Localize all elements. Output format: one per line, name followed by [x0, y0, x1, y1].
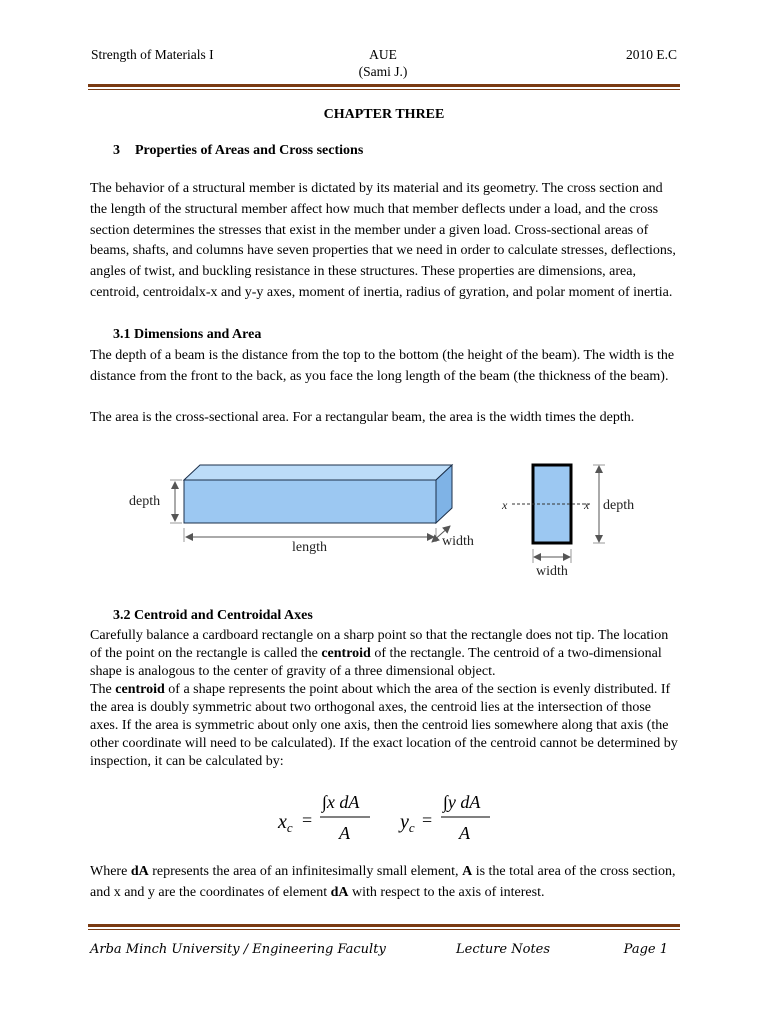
closing-bold-1: dA: [130, 864, 149, 879]
centroid-paragraph-2: [90, 681, 680, 771]
footer-page-number: Page 1: [623, 942, 668, 957]
beam-width-label: width: [442, 534, 474, 549]
beam-front-face: [184, 480, 436, 523]
chapter-title: CHAPTER THREE: [323, 107, 445, 122]
beam-top-face: [184, 465, 452, 480]
closing-bold-3: dA: [330, 884, 349, 900]
centroid-p1-text-c: of the rectangle. The centroid of a two-dimensional shape is analogous to the center of gravity of a three dimensional object.: [90, 646, 662, 679]
header-institution-block: [330, 46, 436, 80]
xc-lhs: $x_c$: [278, 811, 293, 835]
closing-text-4: with respect to the axis of interest.: [348, 884, 545, 900]
closing-bold-2: A: [462, 864, 473, 879]
centroid-paragraph: [90, 627, 680, 771]
equation-yc: [398, 792, 490, 843]
xc-numerator: ∫x dA: [322, 792, 360, 812]
subsection-title-centroid: 3.2 Centroid and Centroidal Axes: [113, 608, 313, 623]
closing-text-1: Where: [90, 864, 131, 879]
yc-denominator: A: [459, 823, 470, 843]
section-title-text: Properties of Areas and Cross sections: [135, 143, 364, 158]
section-title: [113, 143, 363, 159]
footer-rule-thin: [88, 929, 680, 930]
footer-lecture-notes: Lecture Notes: [456, 942, 551, 957]
header-rule: [88, 84, 680, 87]
closing-text-3: is the total area of the cross section, and x and y are the coordinates of element: [90, 864, 676, 900]
xc-denominator: A: [339, 823, 350, 843]
centroid-paragraph-1: [90, 627, 680, 681]
yc-numerator: ∫y dA: [443, 792, 481, 812]
beam-length-label: length: [292, 540, 327, 555]
axis-label-left: x: [502, 498, 508, 512]
centroid-p1-bold: centroid: [321, 646, 371, 661]
footer-rule: [88, 924, 680, 927]
centroid-p2-text-a: The: [90, 682, 116, 697]
yc-lhs: $y_c$: [400, 811, 415, 835]
yc-equals: =: [422, 810, 433, 830]
header-rule-thin: [88, 89, 680, 90]
centroid-equations: [270, 784, 510, 848]
section-number: 3: [113, 143, 120, 158]
header-institution: AUE: [369, 47, 397, 62]
dimensions-paragraph: The depth of a beam is the distance from the top to the bottom (the height of the beam). The width is the distance from the front to the back, as you face the long length of the beam (the thickness of the beam).: [90, 348, 675, 384]
axis-label-right: x: [584, 498, 590, 512]
area-paragraph: The area is the cross-sectional area. For a rectangular beam, the area is the width times the depth.: [90, 410, 635, 425]
xc-equals: =: [302, 810, 313, 830]
beam-3d: [184, 465, 452, 523]
section-width-label: width: [536, 564, 568, 579]
subsection-title-dimensions: 3.1 Dimensions and Area: [113, 327, 262, 342]
cross-section: [512, 465, 590, 543]
header-course: Strength of Materials I: [91, 47, 214, 62]
closing-paragraph: [90, 862, 680, 904]
header-year: 2010 E.C: [625, 47, 677, 62]
beam-figure: [120, 456, 640, 582]
intro-paragraph: The behavior of a structural member is dictated by its material and its geometry. The cross section and the length of the structural member affect how much that member deflects under a load, and the cross section determines the stresses that exist in the member under a given load. Cross-sectional areas of beams, shafts, and columns have seven properties that we need in order to calculate stresses, deflections, angles of twist, and buckling resistance in these structures. These properties are dimensions, area, centroid, centroidalx-x and y-y axes, moment of inertia, radius of gyration, and polar moment of inertia.: [90, 181, 676, 300]
section-depth-label: depth: [603, 498, 635, 513]
centroid-p1-text-a: Carefully balance a cardboard rectangle on a sharp point so that the rectangle does not tip. The location of the point on the rectangle is called the: [90, 628, 669, 661]
beam-depth-label: depth: [129, 494, 161, 509]
closing-text-2: represents the area of an infinitesimally small element,: [148, 864, 463, 879]
centroid-p2-bold: centroid: [115, 682, 165, 697]
footer-university: Arba Minch University / Engineering Faculty: [90, 942, 386, 957]
header-author: (Sami J.): [358, 64, 408, 79]
equation-xc: [277, 792, 370, 843]
centroid-p2-text-c: of a shape represents the point about which the area of the section is evenly distributed. If the area is doubly symmetric about two orthogonal axes, the centroid lies at the intersection of those axes. If the area is symmetric about only one axis, then the centroid lies somewhere along that axis (the other coordinate will need to be calculated). If the exact location of the centroid cannot be determined by inspection, it can be calculated by:: [90, 682, 678, 769]
